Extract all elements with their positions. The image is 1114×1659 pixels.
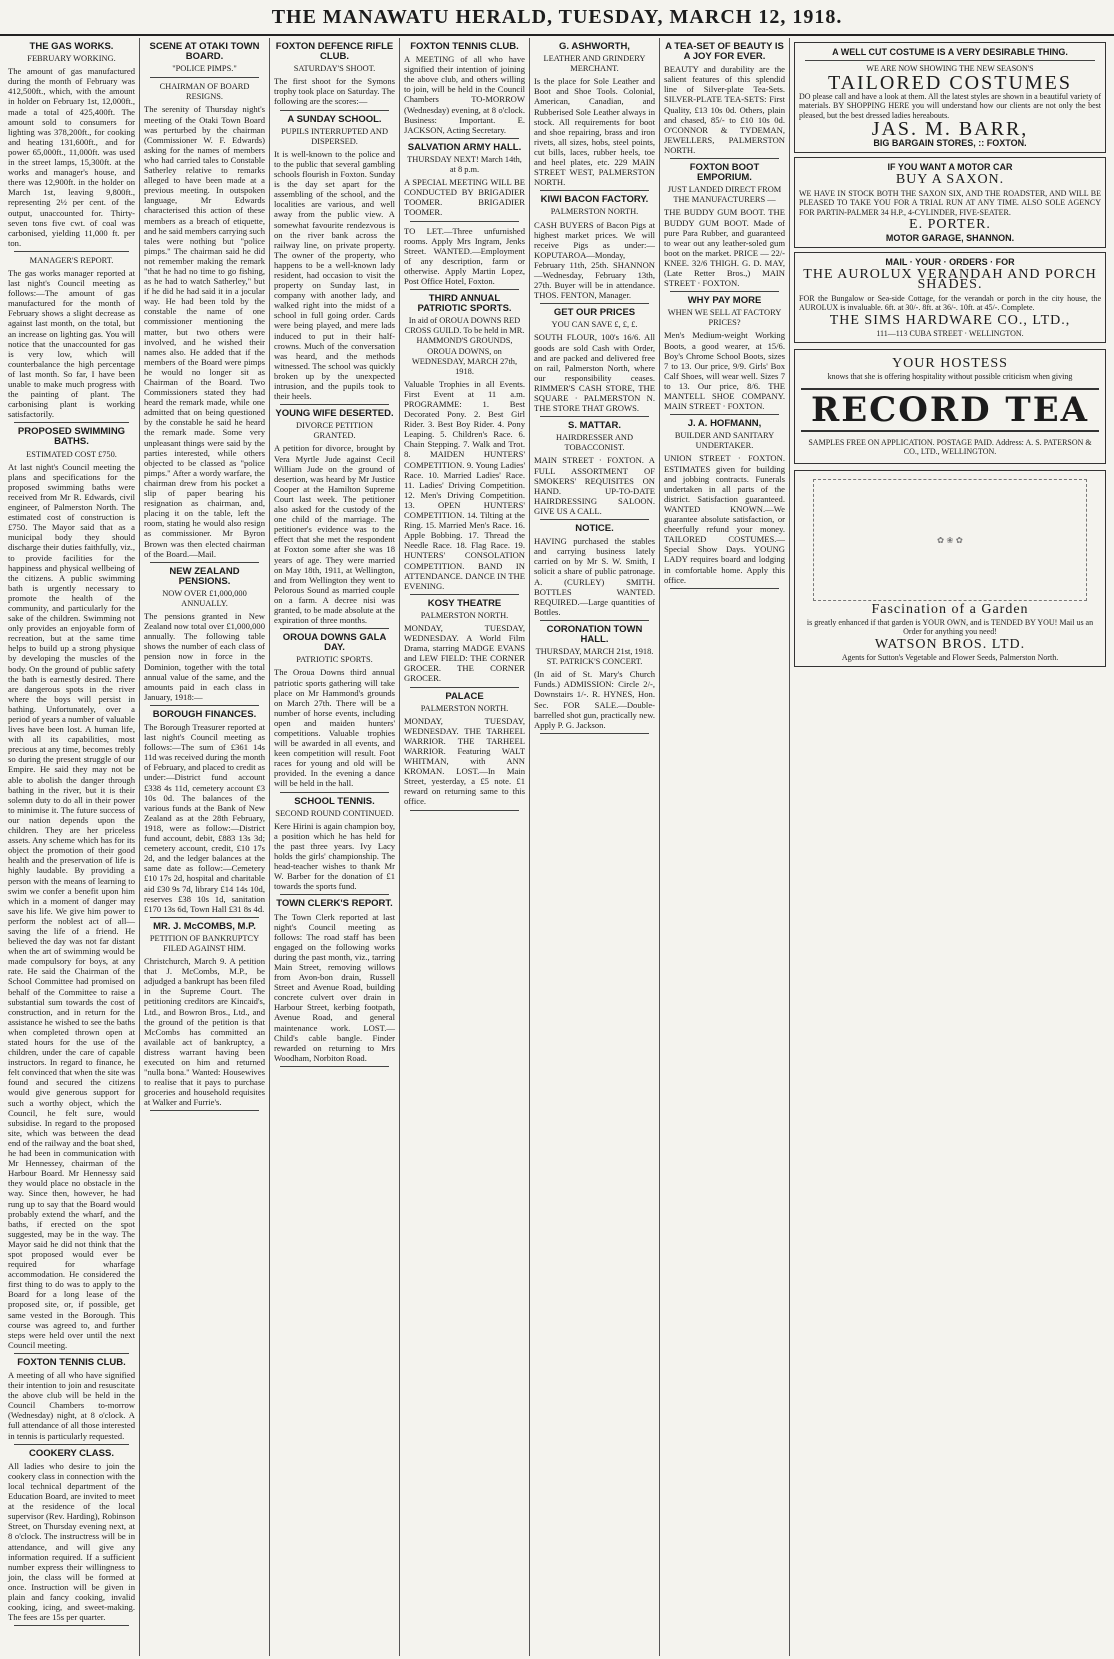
article	[404, 294, 525, 595]
ad-address: 111—113 CUBA STREET · WELLINGTON.	[876, 328, 1024, 338]
article-headline: G. ASHWORTH,	[559, 41, 630, 52]
article-subheading: PATRIOTIC SPORTS.	[296, 655, 373, 665]
article-headline: SCENE AT OTAKI TOWN BOARD.	[149, 41, 260, 63]
column-3	[270, 38, 400, 1656]
divider	[280, 110, 389, 111]
article-subheading: JUST LANDED DIRECT FROM THE MANUFACTURERS —	[667, 185, 782, 205]
article	[534, 195, 655, 304]
column-7-ads	[790, 38, 1110, 1656]
ad-subheading: WE ARE NOW SHOWING THE NEW SEASON'S	[866, 64, 1034, 74]
article-body: The Oroua Downs third annual patriotic sports gathering will take place on Mr Hammond's grounds on March 27th. There will be a number of horse events, including open and maiden hunters' competitions. Valuable trophies will be awarded in all events, and keen competition will result. Foot races for young and old will be provided. In the evening a dance will be held in the hall.	[274, 667, 395, 789]
divider	[410, 221, 519, 222]
article	[8, 1449, 135, 1627]
article-body: The serenity of Thursday night's meeting of the Otaki Town Board was perturbed by the chairman (Commissioner W. F. Edwards) asking for the names of members who had carried tales to Constable Satherley relative to remarks alleged to have been made at a previous meeting. In outspoken language, Mr Edwards characterised this action of these members as a breach of etiquette, and he said members carrying such tales were nothing but "police pimps." The chairman said he did not remember making the remark "that he had no time to go fishing, as he had to watch Satherley," but if he did he had said it in a jocular way. He had been told by the constable the name of one commissioner mentioning the matter, but two others were involved, and he wished their names also. He added that if the members of the Board were pimps he would no longer sit as Chairman of the Board. Two Commissioners stated they had heard the remark made, while one admitted that on being questioned by the constable he said he heard the remark made. Some very unpleasant things were said by the parties interested, while others objected to be classed as "police pimps." After a wordy warfare, the chairman drew from his pocket a slip of paper bearing his resignation as chairman, and, placing it on the table, left the room, stating he would also resign as commissioner. Mr Byron Brown was then elected chairman of the Board.—Mail.	[144, 104, 265, 559]
article-headline: FOXTON TENNIS CLUB.	[410, 41, 519, 52]
ad-heading: MAIL · YOUR · ORDERS · FOR	[885, 257, 1015, 268]
article-body: Men's Medium-weight Working Boots, a good wearer, at 15/6. Boy's Chrome School Boots, sizes 7 to 13. Our price, 9/9. Girls' Box Calf Shoes, will wear well. Sizes 7 to 13. Our price, 8/6. THE MANTELL SHOE COMPANY. MAIN STREET · FOXTON.	[664, 330, 785, 412]
article-body: Christchurch, March 9. A petition that J. McCombs, M.P., be adjudged a bankrupt has been filed in the Supreme Court. The petitioning creditors are Kincaid's, Ltd., and Bowron Bros., Ltd., and the ground of the petition is that McCombs has committed an available act of bankruptcy, a distress warrant having been executed on him and returned "nulla bona." Wanted: Housewives to realise that it pays to purchase groceries and household requisites at Walker and Furrie's.	[144, 956, 265, 1108]
article-headline: YOUNG WIFE DESERTED.	[275, 408, 394, 420]
article-headline: J. A. HOFMANN,	[687, 418, 762, 430]
article-body: THE BUDDY GUM BOOT. THE BUDDY GUM BOOT. Made of pure Para Rubber, and guaranteed to wear out any leather-soled gum boot on the market. PRICE — 22/- KNEE. 32/6 THIGH. G. D. MAY, (Late Retter Bros.,) MAIN STREET · FOXTON.	[664, 207, 785, 289]
article-headline: KOSY THEATRE	[427, 597, 502, 609]
ad-title: TAILORED COSTUMES	[827, 71, 1073, 94]
article-headline: MR. J. McCOMBS, M.P.	[153, 920, 256, 932]
article-headline: SALVATION ARMY HALL.	[407, 141, 522, 153]
article-subheading: WHEN WE SELL AT FACTORY PRICES?	[667, 308, 782, 328]
divider	[540, 416, 649, 417]
article-body: A petition for divorce, brought by Vera Myrtle Jude against Cecil William Jude on the ground of desertion, was heard by Mr Justice Cooper at the Hamilton Supreme Court last week. The petitioner also asked for the custody of the one child of the marriage. The petitioner's evidence was to the effect that she met the respondent at Foxton some after she was 18 years of age. They were married on May 18th, 1911, at Wellington, and from Wellington they went to Pelorous Sound as married couple on a farm. A decree nisi was granted, to be made absolute at the expiration of three months.	[274, 443, 395, 626]
divider	[670, 588, 779, 589]
article	[144, 710, 265, 918]
article-body: The amount of gas manufactured during the month of February was 412,500ft., which, with the amount in holder on February 1st, 12,000ft., made a total of 425,400ft. The amount sold to consumers for lighting was 378,200ft., for cooking and heating 131,600ft., and for power 65,000ft., 11,000ft. was used in the street lamps, 15,300ft. at the works and manager's house, and there was 12,900ft. in the holder on March 1st, leaving 9,800ft., representing 2½ per cent. of the output, unaccounted for. Thirty-seven tons five cwt. of coal was carbonised, yielding 11,000 ft. per ton.	[8, 66, 135, 248]
article-headline: GET OUR PRICES	[553, 307, 636, 319]
article	[404, 143, 525, 222]
article	[534, 42, 655, 191]
article-subheading: DIVORCE PETITION GRANTED.	[296, 421, 373, 441]
article-subheading: In aid of OROUA DOWNS RED CROSS GUILD. To be held in MR. HAMMOND'S GROUNDS, OROUA DOWNS, on WEDNESDAY, MARCH 27th, 1918.	[404, 316, 525, 376]
article	[8, 1358, 135, 1445]
article	[534, 421, 655, 520]
article-headline: TOWN CLERK'S REPORT.	[276, 898, 393, 910]
divider	[540, 733, 649, 734]
article-headline: CORONATION TOWN HALL.	[546, 623, 643, 645]
article	[274, 42, 395, 111]
article-body: A meeting of all who have signified their intention to join and resuscitate the above club will be held in the Council Chambers to-morrow (Wednesday) night, at 8 o'clock. A full attendance of all those interested in tennis is particularly requested.	[8, 1370, 135, 1441]
divider	[280, 404, 389, 405]
article-subheading: FEBRUARY WORKING.	[27, 54, 116, 64]
article-headline: A TEA-SET OF BEAUTY IS A JOY FOR EVER.	[665, 41, 784, 63]
ad-body: FOR the Bungalow or Sea-side Cottage, for the verandah or porch in the city house, the AUROLUX is invaluable. 6ft. at 30/-. 8ft. at 36/-. 10ft. at 45/-. Complete.	[799, 293, 1101, 313]
ad-heading: YOUR HOSTESS	[892, 356, 1008, 372]
article-body: UNION STREET · FOXTON. ESTIMATES given for building and jobbing contracts. Funerals undertaken in all parts of the district. Satisfaction guaranteed. WANTED KNOWN.—We guarantee absolute satisfaction, or cheerfully refund your money. TAILORED COSTUMES.—Special Show Days. YOUNG LADY requires board and lodging in comfortable home. Apply this office.	[664, 453, 785, 585]
ad-address: Agents for Sutton's Vegetable and Flower Seeds, Palmerston North.	[841, 652, 1059, 662]
ad-barr-costumes	[794, 42, 1106, 153]
article-body: The Borough Treasurer reported at last night's Council meeting as follows:—The sum of £361 14s 11d was received during the month of February, and placed to credit as under:—District fund account £338 4s 11d, cemetery account £3 10s 0d. The balances of the various funds at the Bank of New Zealand as at the 28th February, 1918, were as follow:—District fund account, debit, £883 13s 3d; cemetery account, credit, £10 17s 2d, and the ledger balances at the same date as follow:—Cemetery £10 17s 2d, hospital and charitable aid £30 9s 7d, library £14 14s 10d, reserves £38 10s 1d, sanitation £170 13s 6d, Town Hall £31 8s 4d.	[144, 722, 265, 914]
article	[534, 524, 655, 621]
divider	[14, 1444, 129, 1445]
article-headline: FOXTON TENNIS CLUB.	[17, 1356, 126, 1368]
article	[144, 567, 265, 706]
ad-record-tea	[794, 349, 1106, 464]
column-4	[400, 38, 530, 1656]
ad-title: BUY A SAXON.	[895, 172, 1005, 188]
divider	[14, 251, 129, 252]
divider	[540, 620, 649, 621]
article-subheading: "POLICE PIMPS."	[172, 64, 237, 74]
record-tea-logo: RECORD TEA	[801, 388, 1099, 432]
divider	[410, 594, 519, 595]
article-headline: S. MATTAR.	[568, 420, 621, 432]
divider	[150, 1110, 259, 1111]
article-body: MONDAY, TUESDAY, WEDNESDAY. A World Film Drama, starring MADGE EVANS and LEW FIELD: THE CORNER GROCER. THE CORNER GROCER.	[404, 622, 525, 684]
article	[404, 599, 525, 688]
ad-merchant: JAS. M. BARR,	[871, 118, 1029, 141]
article	[664, 42, 785, 159]
ad-address: BIG BARGAIN STORES, :: FOXTON.	[873, 138, 1027, 149]
article-subheading: PALMERSTON NORTH.	[420, 610, 509, 620]
article-headline: A SUNDAY SCHOOL.	[287, 113, 382, 125]
article-subheading: PALMERSTON NORTH.	[420, 703, 509, 713]
column-2	[140, 38, 270, 1656]
column-1	[4, 38, 140, 1656]
article	[664, 163, 785, 292]
article-body: The pensions granted in New Zealand now total over £1,000,000 annually. The following table shows the number of each class of pension now in force in the Dominion, together with the total annual value of the same, and the amounts paid in each class in January, 1918:—	[144, 611, 265, 702]
article-subheading: SATURDAY'S SHOOT.	[293, 64, 376, 74]
article	[274, 115, 395, 406]
ad-title: THE AUROLUX VERANDAH AND PORCH SHADES.	[803, 267, 1097, 293]
article	[274, 797, 395, 896]
ad-merchant: WATSON BROS. LTD.	[874, 636, 1026, 652]
divider	[150, 77, 259, 78]
divider	[280, 792, 389, 793]
article	[144, 42, 265, 78]
article-headline: KIWI BACON FACTORY.	[540, 194, 649, 206]
article-headline: WHY PAY MORE	[687, 295, 762, 307]
ad-merchant: E. PORTER.	[909, 217, 991, 233]
flower-illustration-icon: ✿ ❀ ✿	[813, 479, 1087, 601]
article-subheading: MANAGER'S REPORT.	[29, 255, 114, 265]
article-body: SOUTH FLOUR, 100's 16/6. All goods are sold Cash with Order, and are packed and delivered free on rail, Palmerston North, where our responsibility ceases. RIMMER'S CASH STORE, THE SQUARE · PALMERSTON N. THE STORE THAT GROWS.	[534, 332, 655, 414]
divider	[280, 1066, 389, 1067]
ad-heading: IF YOU WANT A MOTOR CAR	[887, 162, 1013, 173]
article-body: MAIN STREET · FOXTON. A FULL ASSORTMENT OF SMOKERS' REQUISITES ON HAND. UP-TO-DATE HAIRDRESSING SALOON. GIVE US A CALL.	[534, 455, 655, 516]
article-headline: COOKERY CLASS.	[29, 1447, 114, 1459]
article-subheading: LEATHER AND GRINDERY MERCHANT.	[543, 54, 646, 74]
divider	[670, 158, 779, 159]
article	[664, 419, 785, 589]
article	[534, 625, 655, 734]
article-headline: NEW ZEALAND PENSIONS.	[169, 565, 240, 587]
ad-body: is greatly enhanced if that garden is YOUR OWN, and is TENDED BY YOU! Mail us an Order for anything you need!	[806, 617, 1094, 637]
ad-body: DO please call and have a look at them. All the latest styles are shown in a beautiful variety of materials. BY SHOPPING HERE you will understand how our clients are not only the best pleased, but the best dressed ladies hereabouts.	[799, 91, 1101, 120]
article-body: Is the place for Sole Leather and Boot and Shoe Tools. Colonial, American, Canadian, and Rubberised Sole Leather always in stock. All requirements for boot and shoe repairing, brass and iron rivets, all sizes, hobs, steel points, cut bills, laces, rubber heels, toe and heel plates, etc. 229 MAIN STREET WEST, PALMERSTON NORTH.	[534, 76, 655, 188]
article-subheading: BUILDER AND SANITARY UNDERTAKER.	[674, 431, 775, 451]
article	[274, 899, 395, 1067]
article	[274, 633, 395, 792]
article-subheading: THURSDAY, MARCH 21st, 1918. ST. PATRICK'S CONCERT.	[535, 647, 654, 667]
divider	[540, 519, 649, 520]
article	[534, 308, 655, 417]
article-body: HAVING purchased the stables and carrying business lately carried on by Mr S. W. Smith, I solicit a share of public patronage. A. (CURLEY) SMITH. BOTTLES WANTED. REQUIRED.—Large quantities of Bottles.	[534, 536, 655, 617]
article	[404, 226, 525, 291]
article	[274, 409, 395, 629]
divider	[670, 291, 779, 292]
ad-merchant: THE SIMS HARDWARE CO., LTD.,	[829, 312, 1071, 328]
masthead: THE MANAWATU HERALD, TUESDAY, MARCH 12, 1918.	[0, 0, 1114, 36]
ad-aurolux	[794, 252, 1106, 343]
article-body: BEAUTY and durability are the salient features of this splendid line of Silver-plate Tea-Sets. SILVER-PLATE TEA-SETS: First Quality, £13 10s 0d. Others, plain and chased, 85/- to £10 10s 0d. O'CONNOR & TYDEMAN, JEWELLERS, PALMERSTON NORTH.	[664, 64, 785, 155]
divider	[150, 705, 259, 706]
article-headline: FOXTON DEFENCE RIFLE CLUB.	[275, 41, 394, 63]
article-headline: FOXTON BOOT EMPORIUM.	[689, 162, 760, 184]
article-subheading: SECOND ROUND CONTINUED.	[275, 808, 394, 818]
divider	[670, 414, 779, 415]
newspaper-columns	[4, 38, 1110, 1656]
divider	[150, 917, 259, 918]
article-subheading: HAIRDRESSER AND TOBACCONIST.	[555, 433, 633, 453]
article	[8, 256, 135, 424]
article-body: All ladies who desire to join the cookery class in connection with the local technical department of the Education Board, are invited to meet at the residence of the local supervisor (Rev. Harding), Robinson Street, on Thursday evening next, at 8 o'clock. The instructress will be in attendance, and will give any information required. If a sufficient number express their willingness to join, the class will be formed at once. Instruction will be given in plain and fancy cooking, invalid cooking, icing, and sweet-making. The fees are 15s per quarter.	[8, 1460, 135, 1623]
article-body: A MEETING of all who have signified their intention of joining the above club, and others willing to join, will be held in the Council Chambers TO-MORROW (Wednesday) evening, at 8 o'clock. Business: Important. E. JACKSON, Acting Secretary.	[404, 54, 525, 135]
article-headline: OROUA DOWNS GALA DAY.	[282, 632, 387, 654]
article-subheading: YOU CAN SAVE £, £, £.	[551, 320, 638, 330]
article-headline: BOROUGH FINANCES.	[152, 708, 257, 720]
article-body: A SPECIAL MEETING WILL BE CONDUCTED BY BRIGADIER TOOMER. BRIGADIER TOOMER.	[404, 177, 525, 218]
ad-body: knows that she is offering hospitality without possible criticism when giving	[827, 372, 1073, 382]
divider	[150, 562, 259, 563]
article-body: At last night's Council meeting the plans and specifications for the proposed swimming baths were received from Mr R. Edwards, civil engineer, of Palmerston North. The estimated cost of construction is £750. The Mayor said that as a municipal body they should discharge their duties faithfully, viz., to provide facilities for the happiness and physical wellbeing of the citizens. A public swimming bath is urgently necessary to promote the health of the community, and particularly for the sake of the children. Swimming not only provides an enjoyable form of recreation, but at the same time helps to build up a strong physique by developing the muscles of the body. On the ground of public safety the bath is earnestly desired. There are dangerous spots in the river where the boys will persist in bathing. Unfortunately, over a period of years a number of valuable lives have been lost. A human life, with all its capabilities, most precious at any time, becomes trebly so during the present struggle of our Empire. He said they may not be able to abolish the danger through bathing in the river, but it is their solemn duty to do all in their power to minimise it. The future success of our nation depends upon the children. They are her priceless assets. Any scheme which has for its object the promotion of their good health and the preservation of life is highly laudable. By providing a person with the means of learning to swim we confer a benefit upon him which in a moment of danger may save his life. We give him power to perform the noblest act of all—saving the life of a friend. He believed the day was not far distant when the art of swimming would be made compulsory for boys, at any rate. He said the Chairman of the School Committee had promised on behalf of the Committee to raise a substantial sum towards the cost of construction, and in return for the assistance he wished to see the baths when completed thrown open at stated hours for the use of the children, under the care of capable instructors. In regard to finance, he felt convinced that when the site was found and secured the citizens would give generous support for such a worthy object, which the Council, he felt sure, would subsidise. In regard to the proposed site, which was between the dead end of the railway and the boat shed, he had been in communication with Mr Hennessey, chairman of the Harbour Board. Mr Hennessy said they would place no obstacle in the way. Since then, however, he had rung up to say that the Board would probably extend the wharf, and the baths, if erected on the spot suggested, may be in the way. The Mayor said he did not think that the spot proposed would ever be required for wharfage accommodation. He considered the first thing to do was to apply to the Board for a long lease of the proposed site, or, if possible, get same vested in the Borough. This course was agreed to, and further steps were held over until the next Council meeting.	[8, 461, 135, 1350]
article-body: CASH BUYERS of Bacon Pigs at highest market prices. We will receive Pigs as under:—KOPUTAROA—Monday, February 11th, 25th. SHANNON—Wednesday, February 13th, 27th. Buyer will be in attendance. THOS. FENTON, Manager.	[534, 219, 655, 301]
divider	[410, 138, 519, 139]
divider	[410, 810, 519, 811]
article-subheading: PETITION OF BANKRUPTCY FILED AGAINST HIM.	[149, 933, 260, 953]
article-body: It is well-known to the police and to the public that several gambling schools flourish in Foxton. Sunday is the day set apart for the assembling of the school, and the localities are various, and well away from the public view. A somewhat favourite rendezvous is on the river bank across the railway line, on private property. The owner of the property, who happens to be a well-known lady resident, had occasion to visit the property on Sunday last, in company with another lady, and walked right into the midst of a school in full going order. Cards were being played, and mere lads induced to put in their half-crowns. Much of the conversation was heard, and the methods witnessed. The school was quickly broken up by the unexpected intrusion, and the pupils took to their heels.	[274, 148, 395, 402]
divider	[14, 1625, 129, 1626]
article-subheading: PALMERSTON NORTH.	[550, 207, 639, 217]
ad-heading: A WELL CUT COSTUME IS A VERY DESIRABLE THING.	[832, 47, 1068, 57]
article	[8, 42, 135, 252]
ad-address: MOTOR GARAGE, SHANNON.	[885, 233, 1015, 244]
divider	[14, 1353, 129, 1354]
divider	[540, 190, 649, 191]
article-subheading: CHAIRMAN OF BOARD RESIGNS.	[159, 82, 250, 102]
divider	[14, 422, 129, 423]
article-body: Valuable Trophies in all Events. First Event at 11 a.m. PROGRAMME: 1. Best Decorated Pony. 2. Best Girl Rider. 3. Best Boy Rider. 4. Pony Leaping. 5. Children's Race. 6. Chain Stepping. 7. Walk and Trot. 8. MAIDEN HUNTERS' COMPETITION. 9. Young Ladies' Race. 10. Married Ladies' Race. 11. Ladies' Driving Competition. 12. Men's Driving Competition. 13. OPEN HUNTERS' COMPETITION. 14. Tilting at the Ring. 15. Married Men's Race. 16. Apple Bobbing. 17. Thread the Needle Race. 18. Flag Race. 19. HUNTERS' CONSOLATION COMPETITION. BAND IN ATTENDANCE. DANCE IN THE EVENING.	[404, 378, 525, 591]
article	[404, 42, 525, 139]
divider	[540, 303, 649, 304]
article-body: The first shoot for the Symons trophy took place on Saturday. The following are the scores:—	[274, 76, 395, 107]
divider	[280, 894, 389, 895]
article	[664, 296, 785, 415]
article-headline: PALACE	[445, 690, 484, 702]
divider	[280, 628, 389, 629]
article-body: (In aid of St. Mary's Church Funds.) ADMISSION: Circle 2/-, Downstairs 1/-. R. HYNES, Hon. Sec. FOR SALE.—Double-barrelled shot gun, practically new. Apply P. G. Jackson.	[534, 669, 655, 730]
article-body: MONDAY, TUESDAY, WEDNESDAY. THE TARHEEL WARRIOR. THE TARHEEL WARRIOR. Featuring WALT WHITMAN, with ANN KROMAN. LOST.—In Main Street, yesterday, a £5 note. £1 reward on returning same to this office.	[404, 715, 525, 807]
article	[144, 922, 265, 1112]
ad-title: Fascination of a Garden	[871, 601, 1029, 617]
ad-saxon-motor	[794, 157, 1106, 248]
ad-body: WE HAVE IN STOCK BOTH THE SAXON SIX, AND THE ROADSTER, AND WILL BE PLEASED TO TAKE YOU FOR A TRIAL RUN AT ANY TIME. ALSO SOLE AGENCY FOR PARTIN-PALMER 34 H.P., 4-CYLINDER, FIVE-SEATER.	[799, 188, 1101, 217]
article	[8, 427, 135, 1354]
article-subheading: NOW OVER £1,000,000 ANNUALLY.	[162, 588, 247, 608]
article-subheading: ESTIMATED COST £750.	[26, 449, 117, 459]
column-6	[660, 38, 790, 1656]
article	[144, 82, 265, 562]
divider	[410, 687, 519, 688]
article-headline: PROPOSED SWIMMING BATHS.	[17, 426, 126, 448]
article	[404, 692, 525, 811]
article-headline: THIRD ANNUAL PATRIOTIC SPORTS.	[417, 293, 512, 315]
divider	[410, 289, 519, 290]
ad-watson-garden	[794, 470, 1106, 668]
article-body: Kere Hirini is again champion boy, a position which he has held for the past three years. Ivy Lacy holds the girls' championship. The head-teacher wishes to thank Mr W. Barber for the donation of £1 towards the sports fund.	[274, 820, 395, 892]
article-headline: SCHOOL TENNIS.	[294, 795, 375, 807]
article-headline: THE GAS WORKS.	[29, 41, 114, 52]
article-body: The Town Clerk reported at last night's Council meeting as follows: The road staff has been engaged on the following works during the past month, viz., tarring Main Street, removing willows from Avon-bon drain, Russell Street and Avenue Road, building concrete culvert over drain in Harbour Street, kerbing footpath, Avenue Road, and general maintenance work. LOST.—Child's cable bangle. Finder rewarded on returning to Mrs Woodham, Norbiton Road.	[274, 911, 395, 1063]
article-body: TO LET.—Three unfurnished rooms. Apply Mrs Ingram, Jenks Street. WANTED.—Employment of any description, farm or otherwise. Apply Martin Lopez, Post Office Hotel, Foxton.	[404, 225, 525, 286]
article-body: The gas works manager reported at last night's Council meeting as follows:—The amount of gas manufactured for the month of February shows a slight decrease as against last month, on the total, but an increase on lighting gas. You will notice that the unaccounted for gas is very low, which will counterbalance the high percentage of last month. So far, I have been unable to make much progress with the painting of plant. The carbonising plant is working satisfactorily.	[8, 267, 135, 420]
article-headline: NOTICE.	[575, 523, 614, 535]
column-5	[530, 38, 660, 1656]
ad-address: SAMPLES FREE ON APPLICATION. POSTAGE PAID. Address: A. S. PATERSON & CO., LTD., WELLINGTON.	[808, 437, 1092, 457]
article-subheading: PUPILS INTERRUPTED AND DISPERSED.	[280, 126, 389, 146]
article-subheading: THURSDAY NEXT! March 14th, at 8 p.m.	[407, 154, 522, 175]
